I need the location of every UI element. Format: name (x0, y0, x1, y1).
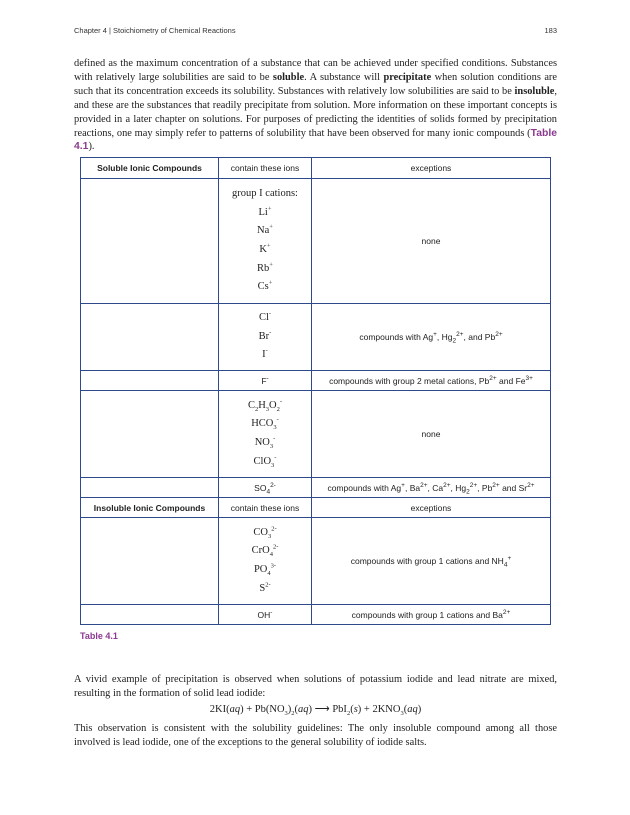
exceptions-cell: compounds with group 2 metal cations, $Pb^{2+}$ and $Fe^{3+}$ (312, 371, 551, 391)
table-row (81, 371, 551, 391)
chapter-title: Chapter 4 | Stoichiometry of Chemical Reactions (74, 26, 236, 35)
ion-k: K+ (259, 242, 271, 255)
ion-na: Na+ (257, 223, 273, 237)
ion-br: Br- (258, 329, 272, 342)
ion-sulfate: $SO_4^{2-}$ (219, 478, 312, 498)
ion-f: F- (219, 371, 312, 391)
solubility-table (80, 157, 551, 625)
ion-carbonate: $CO_3^{2-}$ (253, 525, 277, 540)
precipitation-paragraph: A vivid example of precipitation is observed when solutions of potassium iodide and lead nitrate are mixed, resulting in the formation of solid lead iodide: (74, 674, 557, 699)
reaction-equation: $2KI(aq) + Pb(NO_3)_2(aq)$ ⟶ $PbI_2(s) + 2KNO_3(aq)$ (209, 704, 422, 718)
page-number: 183 (544, 26, 557, 35)
ions-cell (219, 304, 312, 371)
ion-sulfide: $S^{2-}$ (259, 581, 271, 594)
exceptions-cell: compounds with group 1 cations and $NH_4^+$ (312, 518, 551, 605)
table-header-row (81, 498, 551, 518)
table-row (81, 304, 551, 371)
insoluble-header: Insoluble Ionic Compounds (81, 498, 219, 518)
ions-cell (219, 179, 312, 304)
ions-cell (219, 518, 312, 605)
ion-nitrate: $NO_3^-$ (254, 435, 276, 451)
table-row (81, 179, 551, 304)
ion-cl: Cl- (258, 310, 272, 324)
ion-bicarbonate: $HCO_3^-$ (251, 416, 279, 432)
term-precipitate: precipitate (383, 71, 432, 83)
term-soluble: soluble (272, 71, 305, 83)
ion-li: Li+ (258, 205, 272, 218)
exceptions-cell: compounds with Ag+, $Ba^{2+}$, $Ca^{2+}$, $Hg_2^{2+}$, $Pb^{2+}$ and $Sr^{2+}$ (312, 478, 551, 498)
ions-header: contain these ions (219, 158, 312, 179)
running-header (74, 26, 557, 40)
ion-acetate: $C_2H_3O_2^-$ (247, 398, 283, 413)
term-insoluble: insoluble (514, 85, 555, 97)
table-row (81, 391, 551, 478)
ions-header: contain these ions (219, 498, 312, 518)
ion-chlorate: ClO$_3$- (253, 454, 277, 469)
exceptions-header: exceptions (312, 498, 551, 518)
table-row (81, 478, 551, 498)
table-row (81, 605, 551, 625)
conclusion-paragraph: This observation is consistent with the solubility guidelines: The only insoluble compound among all those involved is lead iodide, one of the exceptions to the general solubility of iodide salts. (74, 723, 557, 748)
exceptions-header: exceptions (312, 158, 551, 179)
group1-label: group I cations: (232, 188, 298, 200)
ion-cs: Cs+ (257, 279, 273, 293)
ion-i: I- (262, 347, 268, 361)
ion-chromate: CrO$_4^{2-}$ (251, 543, 279, 559)
ion-hydroxide: OH- (219, 605, 312, 625)
ions-cell (219, 391, 312, 478)
exceptions-cell: none (312, 391, 551, 478)
table-link[interactable]: Table 4.1 (74, 127, 557, 153)
intro-paragraph: defined as the maximum concentration of a substance that can be achieved under specified conditions. Substances with relatively large solubilities are said to be soluble. A substance will precipitate when solution conditions are such that its concentration exceeds its solubility. Substances with relatively low solubilities are said to be insoluble, and these are the substances that readily precipitate from solution. More information on these important concepts is provided in a later chapter on solutions. For purposes of predicting the identities of solids formed by precipitation reactions, one may simply refer to patterns of solubility that have been observed for many ionic compounds (Table 4.1). (74, 58, 558, 153)
table-caption: Table 4.1 (80, 631, 118, 641)
exceptions-cell: compounds with group 1 cations and $Ba^{2+}$ (312, 605, 551, 625)
exceptions-cell: none (312, 179, 551, 304)
ion-phosphate: $PO_4^{3-}$ (253, 562, 277, 578)
table-header-row (81, 158, 551, 179)
table-row (81, 518, 551, 605)
ion-rb: Rb+ (257, 261, 273, 274)
exceptions-cell: compounds with Ag+, $Hg_2^{2+}$, and $Pb^{2+}$ (312, 304, 551, 371)
soluble-header: Soluble Ionic Compounds (81, 158, 219, 179)
